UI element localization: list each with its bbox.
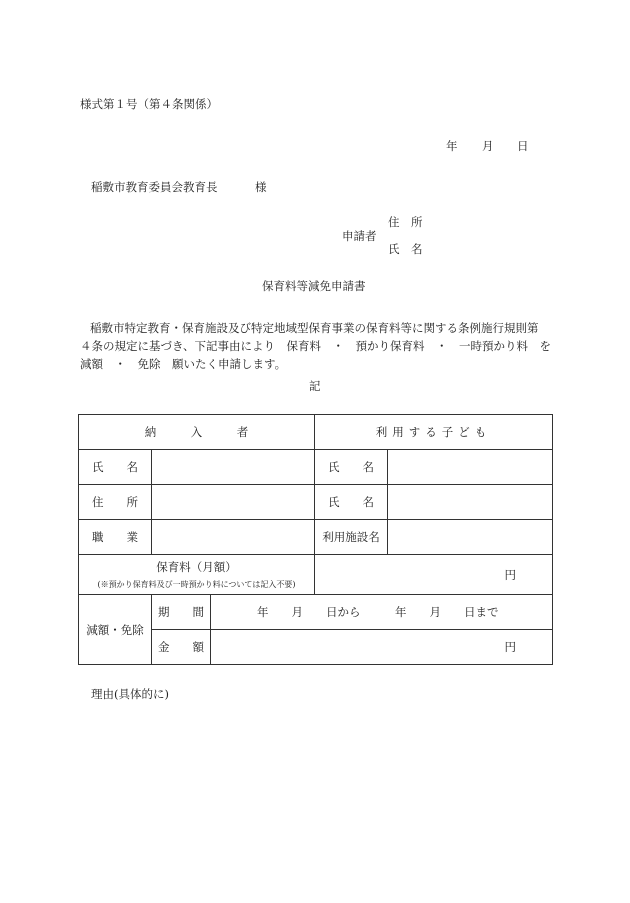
applicant-name-label: 氏 名 <box>388 242 423 256</box>
date-year: 年 <box>446 139 458 153</box>
payer-header: 納 入 者 <box>79 415 315 450</box>
child-header: 利用する子ども <box>315 415 553 450</box>
child-name-field[interactable] <box>388 450 553 485</box>
applicant-address-label: 住 所 <box>388 215 423 229</box>
ki-label: 記 <box>309 379 321 393</box>
date-day: 日 <box>517 139 529 153</box>
period-label: 期 間 <box>152 595 211 630</box>
reason-label: 理由(具体的に) <box>91 687 169 701</box>
addressee-name: 稲敷市教育委員会教育長 <box>91 180 218 194</box>
amount-yen[interactable]: 円 <box>211 630 553 665</box>
period-value[interactable]: 年 月 日から 年 月 日まで <box>211 595 553 630</box>
child-name-field-2[interactable] <box>388 485 553 520</box>
body-line-1: 稲敷市特定教育・保育施設及び特定地域型保育事業の保育料等に関する条例施行規則第 <box>90 321 539 335</box>
table-header-row <box>79 415 553 450</box>
reduction-label: 減額・免除 <box>79 595 152 665</box>
application-table <box>78 414 553 665</box>
table-row <box>79 450 553 485</box>
payer-name-field[interactable] <box>152 450 315 485</box>
fee-label-cell <box>79 555 315 595</box>
form-number: 様式第１号（第４条関係） <box>80 97 218 111</box>
applicant-label: 申請者 <box>342 229 377 243</box>
body-line-3: 減額 ・ 免除 願いたく申請します。 <box>80 357 287 371</box>
addressee-honorific: 様 <box>255 180 267 194</box>
payer-job-label: 職 業 <box>79 520 152 555</box>
table-row <box>79 555 553 595</box>
page-title: 保育料等減免申請書 <box>262 279 366 293</box>
body-line-2: ４条の規定に基づき、下記事由により 保育料 ・ 預かり保育料 ・ 一時預かり料 を <box>80 339 552 353</box>
fee-label: 保育料（月額） <box>156 560 237 574</box>
payer-address-field[interactable] <box>152 485 315 520</box>
facility-field[interactable] <box>388 520 553 555</box>
date-month: 月 <box>482 139 494 153</box>
fee-note: (※預かり保育料及び一時預かり料については記入不要) <box>97 580 296 589</box>
child-name-label-2: 氏 名 <box>315 485 388 520</box>
table-row <box>79 485 553 520</box>
payer-name-label: 氏 名 <box>79 450 152 485</box>
table-row <box>79 520 553 555</box>
fee-yen[interactable]: 円 <box>315 555 553 595</box>
facility-label: 利用施設名 <box>315 520 388 555</box>
table-row <box>79 595 553 630</box>
amount-label: 金 額 <box>152 630 211 665</box>
payer-job-field[interactable] <box>152 520 315 555</box>
payer-address-label: 住 所 <box>79 485 152 520</box>
child-name-label: 氏 名 <box>315 450 388 485</box>
